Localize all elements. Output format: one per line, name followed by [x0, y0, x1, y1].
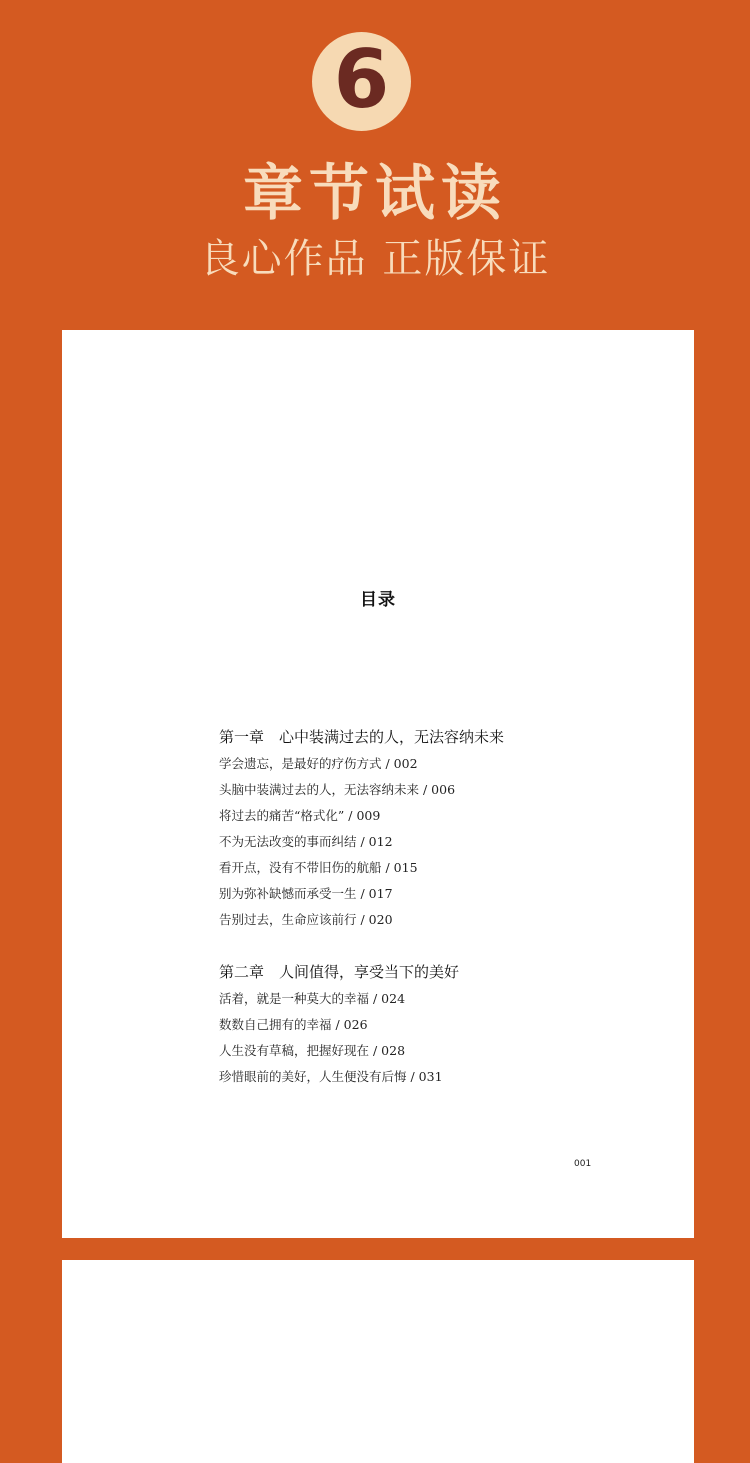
toc-heading: 目录: [360, 590, 396, 610]
toc-entry: 人生没有草稿，把握好现在 / 028: [219, 1043, 406, 1058]
section-subtitle: 良心作品 正版保证: [199, 236, 551, 282]
section-number: 6: [333, 32, 390, 126]
toc-entry: 数数自己拥有的幸福 / 026: [219, 1017, 368, 1032]
toc-entry: 头脑中装满过去的人，无法容纳未来 / 006: [219, 782, 456, 797]
toc-entry: 将过去的痛苦“格式化” / 009: [219, 808, 381, 823]
chapter-title: 第二章 人间值得，享受当下的美好: [219, 963, 460, 981]
book-page-next: [62, 1260, 694, 1463]
toc-entry: 学会遗忘，是最好的疗伤方式 / 002: [219, 756, 418, 771]
toc-entry: 活着，就是一种莫大的幸福 / 024: [219, 991, 406, 1006]
section-title: 章节试读: [243, 159, 507, 229]
book-page-toc: [62, 330, 694, 1238]
toc-entry: 珍惜眼前的美好，人生便没有后悔 / 031: [219, 1069, 443, 1084]
toc-entry: 不为无法改变的事而纠结 / 012: [219, 834, 393, 849]
toc-chapter-1: [219, 725, 649, 933]
toc-entry: 告别过去，生命应该前行 / 020: [219, 912, 393, 927]
toc-entry: 别为弥补缺憾而承受一生 / 017: [219, 886, 393, 901]
chapter-title: 第一章 心中装满过去的人，无法容纳未来: [219, 728, 505, 746]
section-number-badge: [312, 32, 411, 131]
toc-chapter-2: [219, 960, 649, 1090]
page-number: 001: [574, 1159, 592, 1169]
toc-entry: 看开点，没有不带旧伤的航船 / 015: [219, 860, 418, 875]
